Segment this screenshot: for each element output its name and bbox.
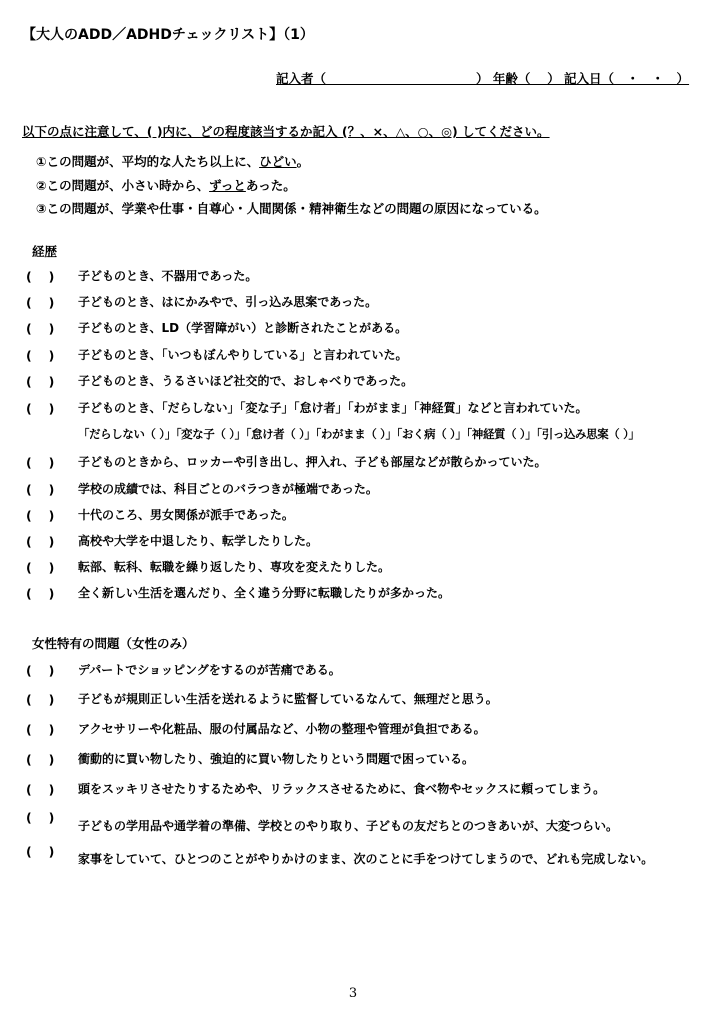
list-item: 子どものとき、不器用であった。 bbox=[78, 269, 258, 283]
answer-field[interactable]: ( ) bbox=[26, 348, 55, 363]
answer-field[interactable]: ( ) bbox=[26, 401, 55, 416]
answer-field[interactable]: ( ) bbox=[26, 455, 55, 470]
answer-field[interactable]: ( ) bbox=[26, 295, 55, 310]
answer-field[interactable]: ( ) bbox=[26, 663, 55, 678]
answer-field[interactable]: ( ) bbox=[26, 692, 55, 707]
list-item: 子どものとき、LD（学習障がい）と診断されたことがある。 bbox=[78, 321, 408, 335]
answer-field[interactable]: ( ) bbox=[26, 374, 55, 389]
page-title: 【大人のADD／ADHDチェックリスト】（1） bbox=[22, 27, 314, 43]
criterion-3: ③この問題が、学業や仕事・自尊心・人間関係・精神衛生などの問題の原因になっている。 bbox=[36, 201, 547, 216]
answer-field[interactable]: ( ) bbox=[26, 722, 55, 737]
answer-field[interactable]: ( ) bbox=[26, 321, 55, 336]
history-heading: 経歴 bbox=[32, 244, 58, 259]
answer-field[interactable]: ( ) bbox=[26, 560, 55, 575]
list-item: 十代のころ、男女関係が派手であった。 bbox=[78, 508, 294, 522]
list-item: 転部、転科、転職を繰り返したり、専攻を変えたりした。 bbox=[78, 560, 391, 574]
list-item: デパートでショッピングをするのが苦痛である。 bbox=[78, 663, 341, 677]
answer-field[interactable]: ( ) bbox=[26, 482, 55, 497]
sub-answer-line[interactable]: 「だらしない（ ）」「変な子（ ）」「怠け者（ ）」「わがまま（ ）」「おく病（ ）」「神経質（ ）」「引っ込み思案（ ）」 bbox=[78, 427, 640, 441]
instructions: 以下の点に注意して、( )内に、どの程度該当するか記入 (？、×、△、○、◎) してください。 bbox=[22, 124, 550, 139]
recorder-info-line: 記入者（ ） 年齢（ ） 記入日（ ・ ・ ） bbox=[276, 71, 690, 86]
criterion-1: ①この問題が、平均的な人たち以上に、ひどい。 bbox=[36, 154, 310, 169]
list-item: 子どものとき、うるさいほど社交的で、おしゃべりであった。 bbox=[78, 374, 414, 388]
page-number: 3 bbox=[348, 986, 358, 1001]
list-item: 子どもの学用品や通学着の準備、学校とのやり取り、子どもの友だちとのつきあいが、大変つらい。 bbox=[78, 819, 619, 833]
emphasis-text: ずっと bbox=[209, 178, 246, 193]
answer-field[interactable]: ( ) bbox=[26, 269, 55, 284]
answer-field[interactable]: ( ) bbox=[26, 782, 55, 797]
list-item: 子どもが規則正しい生活を送れるように監督しているなんて、無理だと思う。 bbox=[78, 692, 498, 706]
emphasis-text: ひどい bbox=[259, 154, 297, 169]
list-item: 衝動的に買い物したり、強迫的に買い物したりという問題で困っている。 bbox=[78, 752, 475, 766]
answer-field[interactable]: ( ) bbox=[26, 752, 55, 767]
list-item: 家事をしていて、ひとつのことがやりかけのまま、次のことに手をつけてしまうので、どれも完成しない。 bbox=[78, 852, 654, 866]
list-item: 頭をスッキリさせたりするためや、リラックスさせるために、食べ物やセックスに頼ってしまう。 bbox=[78, 782, 606, 796]
list-item: 子どものとき、はにかみやで、引っ込み思案であった。 bbox=[78, 295, 378, 309]
criterion-2: ②この問題が、小さい時から、ずっとあった。 bbox=[36, 178, 296, 193]
list-item: アクセサリーや化粧品、服の付属品など、小物の整理や管理が負担である。 bbox=[78, 722, 486, 736]
list-item: 子どものときから、ロッカーや引き出し、押入れ、子ども部屋などが散らかっていた。 bbox=[78, 455, 547, 469]
list-item: 学校の成績では、科目ごとのバラつきが極端であった。 bbox=[78, 482, 378, 496]
list-item: 子どものとき、「だらしない」「変な子」「怠け者」「わがまま」「神経質」などと言われていた。 bbox=[78, 401, 588, 415]
women-heading: 女性特有の問題（女性のみ） bbox=[32, 636, 195, 651]
answer-field[interactable]: ( ) bbox=[26, 534, 55, 549]
list-item: 子どものとき、「いつもぼんやりしている」と言われていた。 bbox=[78, 348, 408, 362]
answer-field[interactable]: ( ) bbox=[26, 508, 55, 523]
list-item: 全く新しい生活を選んだり、全く違う分野に転職したりが多かった。 bbox=[78, 586, 451, 600]
answer-field[interactable]: ( ) bbox=[26, 844, 55, 859]
answer-field[interactable]: ( ) bbox=[26, 586, 55, 601]
list-item: 高校や大学を中退したり、転学したりした。 bbox=[78, 534, 319, 548]
answer-field[interactable]: ( ) bbox=[26, 810, 55, 825]
